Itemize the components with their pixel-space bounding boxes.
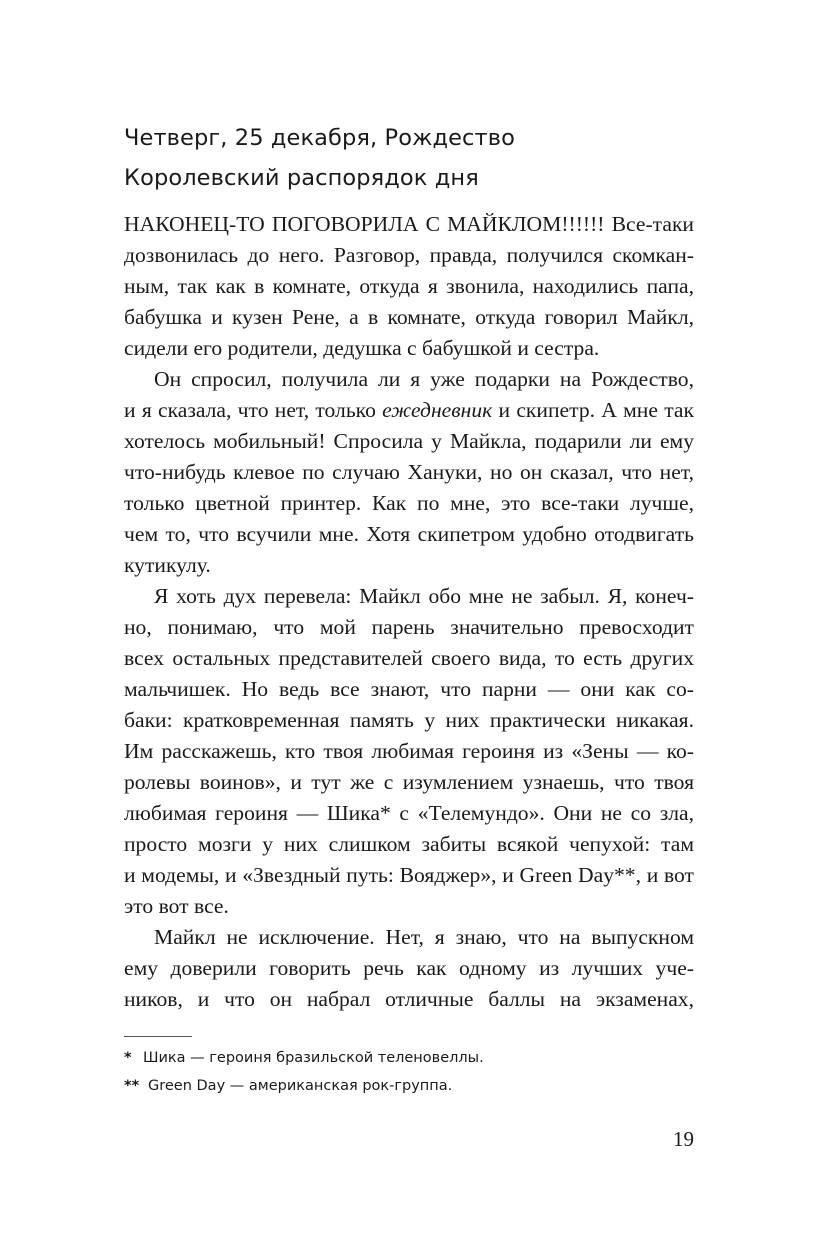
text-line: ролевы воинов», и тут же с изумлением узнаешь, что твоя xyxy=(124,770,694,794)
text-line xyxy=(124,395,694,426)
text-line: бабушка и кузен Рене, а в комнате, откуда говорил Майкл, xyxy=(124,305,694,329)
text-line: НАКОНЕЦ-ТО ПОГОВОРИЛА С МАЙКЛОМ!!!!!! Все-таки xyxy=(124,212,694,236)
text-line: баки: кратковременная память у них практически никакая. xyxy=(124,708,694,732)
text-line: Майкл не исключение. Нет, я знаю, что на выпускном xyxy=(154,925,694,949)
section-subtitle: Королевский распорядок дня xyxy=(124,165,479,191)
chapter-header xyxy=(124,118,704,198)
footnote-mark: ** xyxy=(124,1078,140,1094)
text-line: но, понимаю, что мой парень значительно превосходит xyxy=(124,615,694,639)
text-segment: и я сказала, что нет, только xyxy=(124,398,383,422)
text-line: что-нибудь клевое по случаю Хануки, но он сказал, что нет, xyxy=(124,460,694,484)
footnote-text: Green Day — американская рок-группа. xyxy=(148,1078,453,1094)
text-line: любимая героиня — Шика* с «Телемундо». Они не со зла, xyxy=(124,801,694,825)
text-line: кутикулу. xyxy=(124,553,211,577)
footnote-text: Шика — героиня бразильской теленовеллы. xyxy=(143,1050,484,1066)
text-line: Я хоть дух перевела: Майкл обо мне не забыл. Я, конеч- xyxy=(154,584,694,608)
text-line: ным, так как в комнате, откуда я звонила, находились папа, xyxy=(124,274,694,298)
text-line: ников, и что он набрал отличные баллы на экзаменах, xyxy=(124,987,694,1011)
text-line: только цветной принтер. Как по мне, это все-таки лучше, xyxy=(124,491,694,515)
paragraph-4 xyxy=(124,922,694,1015)
paragraph-1 xyxy=(124,209,694,364)
page-number: 19 xyxy=(673,1127,694,1151)
paragraph-2 xyxy=(124,364,694,581)
text-line: это вот все. xyxy=(124,894,229,918)
footnotes xyxy=(124,1044,694,1100)
text-line: всех остальных представителей своего вида, то есть других xyxy=(124,646,694,670)
footnote-divider xyxy=(124,1036,192,1037)
text-line: хотелось мобильный! Спросила у Майкла, подарили ли ему xyxy=(124,429,694,453)
body-text xyxy=(124,209,694,1015)
text-line: ему доверили говорить речь как одному из лучших уче- xyxy=(124,956,694,980)
text-line: чем то, что всучили мне. Хотя скипетром удобно отодвигать xyxy=(124,522,694,546)
text-line: дозвонилась до него. Разговор, правда, получился скомкан- xyxy=(124,243,694,267)
date-heading: Четверг, 25 декабря, Рождество xyxy=(124,125,515,151)
emphasis-word: ежедневник xyxy=(382,398,493,422)
footnote-1 xyxy=(124,1044,694,1072)
footnote-mark: * xyxy=(124,1050,132,1066)
text-line: мальчишек. Но ведь все знают, что парни — они как со- xyxy=(124,677,694,701)
text-line: просто мозги у них слишком забиты всякой чепухой: там xyxy=(124,832,694,856)
text-line: Он спросил, получила ли я уже подарки на Рождество, xyxy=(154,367,694,391)
footnote-2 xyxy=(124,1072,694,1100)
text-line: Им расскажешь, кто твоя любимая героиня из «Зены — ко- xyxy=(124,739,694,763)
text-line: и модемы, и «Звездный путь: Вояджер», и Green Day**, и вот xyxy=(124,863,694,887)
text-line: сидели его родители, дедушка с бабушкой и сестра. xyxy=(124,336,600,360)
text-segment: и скипетр. А мне так xyxy=(492,398,694,422)
paragraph-3 xyxy=(124,581,694,922)
